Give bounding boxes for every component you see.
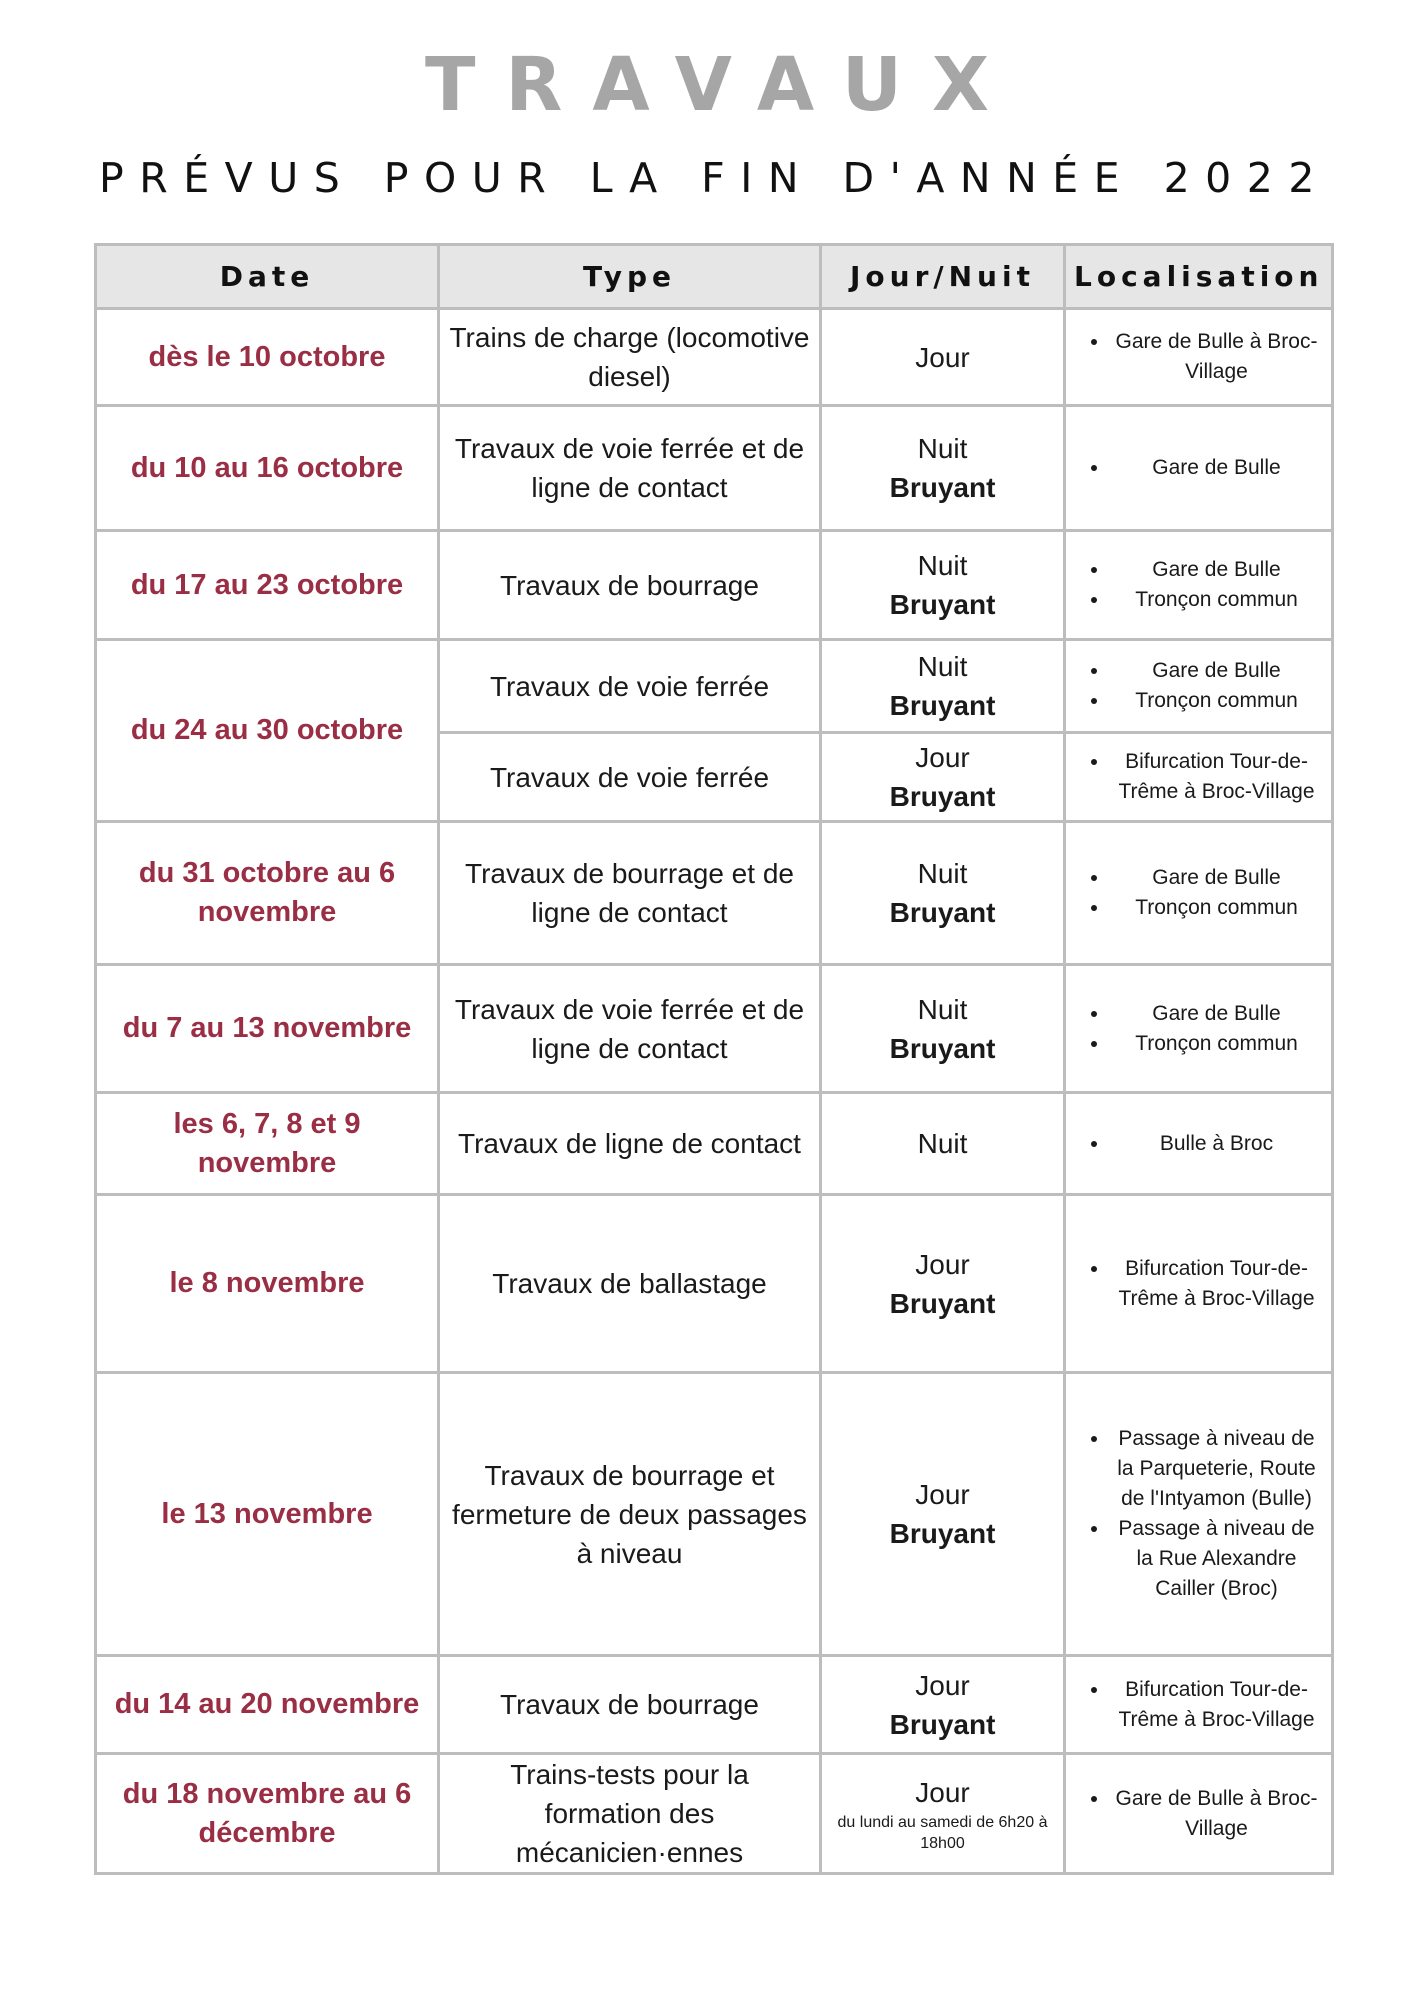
location-item: • Gare de Bulle — [1110, 656, 1323, 686]
time-of-day: Nuit — [917, 433, 968, 464]
works-table — [94, 243, 1334, 1875]
jour-nuit-cell — [821, 1754, 1065, 1874]
type-cell: Travaux de voie ferrée — [439, 640, 821, 733]
time-of-day: Nuit — [917, 858, 968, 889]
location-item: • Gare de Bulle à Broc-Village — [1110, 1784, 1323, 1844]
date-cell: du 24 au 30 octobre — [96, 640, 439, 822]
type-cell: Travaux de bourrage et fermeture de deux passages à niveau — [439, 1373, 821, 1656]
table-row — [96, 822, 1333, 965]
jour-nuit-cell — [821, 1093, 1065, 1195]
jour-nuit-cell — [821, 1373, 1065, 1656]
type-cell: Travaux de bourrage — [439, 531, 821, 640]
type-cell: Travaux de ballastage — [439, 1195, 821, 1373]
location-list — [1074, 863, 1323, 923]
location-item: • Tronçon commun — [1110, 585, 1323, 615]
table-row — [96, 1373, 1333, 1656]
location-list — [1074, 1675, 1323, 1735]
jour-nuit-cell — [821, 733, 1065, 822]
location-list — [1074, 999, 1323, 1059]
header-type: Type — [439, 245, 821, 309]
localisation-cell — [1065, 1195, 1333, 1373]
date-cell: le 13 novembre — [96, 1373, 439, 1656]
page-title: TRAVAUX — [424, 42, 1020, 128]
date-cell: du 7 au 13 novembre — [96, 965, 439, 1093]
jour-nuit-cell — [821, 309, 1065, 406]
location-item: • Tronçon commun — [1110, 686, 1323, 716]
location-item: • Bifurcation Tour-de-Trême à Broc-Village — [1110, 1254, 1323, 1314]
time-of-day: Nuit — [917, 651, 968, 682]
location-item: • Passage à niveau de la Rue Alexandre Cailler (Broc) — [1110, 1514, 1323, 1604]
header-localisation: Localisation — [1065, 245, 1333, 309]
date-cell: les 6, 7, 8 et 9 novembre — [96, 1093, 439, 1195]
noise-label: Bruyant — [889, 1708, 996, 1740]
localisation-cell — [1065, 309, 1333, 406]
table-row — [96, 1754, 1333, 1874]
location-item: • Tronçon commun — [1110, 1029, 1323, 1059]
noise-label: Bruyant — [889, 472, 996, 503]
location-list — [1074, 555, 1323, 615]
location-item: • Gare de Bulle — [1110, 453, 1323, 483]
page-subtitle: PRÉVUS POUR LA FIN D'ANNÉE 2022 — [99, 154, 1330, 202]
table-row — [96, 1656, 1333, 1754]
localisation-cell — [1065, 965, 1333, 1093]
jour-nuit-cell — [821, 406, 1065, 531]
location-list — [1074, 1129, 1323, 1159]
table-row — [96, 1195, 1333, 1373]
localisation-cell — [1065, 531, 1333, 640]
location-list — [1074, 1424, 1323, 1604]
noise-label: Bruyant — [889, 1518, 996, 1549]
time-of-day: Jour — [915, 1669, 970, 1701]
localisation-cell — [1065, 1093, 1333, 1195]
location-list — [1074, 327, 1323, 387]
type-cell: Travaux de ligne de contact — [439, 1093, 821, 1195]
table-row — [96, 531, 1333, 640]
time-of-day: Jour — [915, 341, 970, 373]
location-item: • Bifurcation Tour-de-Trême à Broc-Village — [1110, 1675, 1323, 1735]
location-list — [1074, 1784, 1323, 1844]
time-of-day: Jour — [915, 742, 970, 773]
time-of-day: Jour — [915, 1777, 970, 1808]
localisation-cell — [1065, 1754, 1333, 1874]
location-list — [1074, 1254, 1323, 1314]
date-cell: du 31 octobre au 6 novembre — [96, 822, 439, 965]
header-jour-nuit: Jour/Nuit — [821, 245, 1065, 309]
noise-label: Bruyant — [889, 1032, 996, 1064]
schedule-note: du lundi au samedi de 6h20 à 18h00 — [837, 1814, 1048, 1852]
date-cell: le 8 novembre — [96, 1195, 439, 1373]
location-item: • Gare de Bulle — [1110, 555, 1323, 585]
table-row — [96, 965, 1333, 1093]
time-of-day: Jour — [915, 1248, 970, 1280]
table-row — [96, 1093, 1333, 1195]
type-cell: Trains-tests pour la formation des mécanicien·ennes — [439, 1754, 821, 1874]
localisation-cell — [1065, 1373, 1333, 1656]
time-of-day: Nuit — [917, 993, 968, 1025]
location-item: • Tronçon commun — [1110, 893, 1323, 923]
location-item: • Bifurcation Tour-de-Trême à Broc-Village — [1110, 747, 1323, 807]
location-item: • Bulle à Broc — [1110, 1129, 1323, 1159]
noise-label: Bruyant — [889, 690, 996, 721]
type-cell: Travaux de voie ferrée et de ligne de contact — [439, 965, 821, 1093]
table-row — [96, 309, 1333, 406]
noise-label: Bruyant — [889, 781, 996, 812]
localisation-cell — [1065, 1656, 1333, 1754]
date-cell: du 14 au 20 novembre — [96, 1656, 439, 1754]
jour-nuit-cell — [821, 822, 1065, 965]
jour-nuit-cell — [821, 531, 1065, 640]
type-cell: Travaux de bourrage et de ligne de contact — [439, 822, 821, 965]
date-cell: du 18 novembre au 6 décembre — [96, 1754, 439, 1874]
localisation-cell — [1065, 406, 1333, 531]
noise-label: Bruyant — [889, 1287, 996, 1319]
location-item: • Gare de Bulle — [1110, 863, 1323, 893]
location-item: • Gare de Bulle à Broc-Village — [1110, 327, 1323, 387]
jour-nuit-cell — [821, 1195, 1065, 1373]
time-of-day: Nuit — [917, 550, 968, 581]
table-body — [96, 309, 1333, 1874]
localisation-cell — [1065, 640, 1333, 733]
jour-nuit-cell — [821, 965, 1065, 1093]
type-cell: Travaux de voie ferrée — [439, 733, 821, 822]
type-cell: Travaux de bourrage — [439, 1656, 821, 1754]
localisation-cell — [1065, 733, 1333, 822]
type-cell: Trains de charge (locomotive diesel) — [439, 309, 821, 406]
location-item: • Passage à niveau de la Parqueterie, Route de l'Intyamon (Bulle) — [1110, 1424, 1323, 1514]
location-list — [1074, 453, 1323, 483]
table-header-row — [96, 245, 1333, 309]
header-date: Date — [96, 245, 439, 309]
date-cell: du 10 au 16 octobre — [96, 406, 439, 531]
date-cell: dès le 10 octobre — [96, 309, 439, 406]
localisation-cell — [1065, 822, 1333, 965]
noise-label: Bruyant — [889, 897, 996, 928]
table-row — [96, 406, 1333, 531]
location-item: • Gare de Bulle — [1110, 999, 1323, 1029]
location-list — [1074, 656, 1323, 716]
location-list — [1074, 747, 1323, 807]
jour-nuit-cell — [821, 1656, 1065, 1754]
jour-nuit-cell — [821, 640, 1065, 733]
noise-label: Bruyant — [889, 589, 996, 620]
time-of-day: Nuit — [917, 1128, 968, 1159]
type-cell: Travaux de voie ferrée et de ligne de contact — [439, 406, 821, 531]
table-row — [96, 640, 1333, 733]
date-cell: du 17 au 23 octobre — [96, 531, 439, 640]
time-of-day: Jour — [915, 1479, 970, 1510]
